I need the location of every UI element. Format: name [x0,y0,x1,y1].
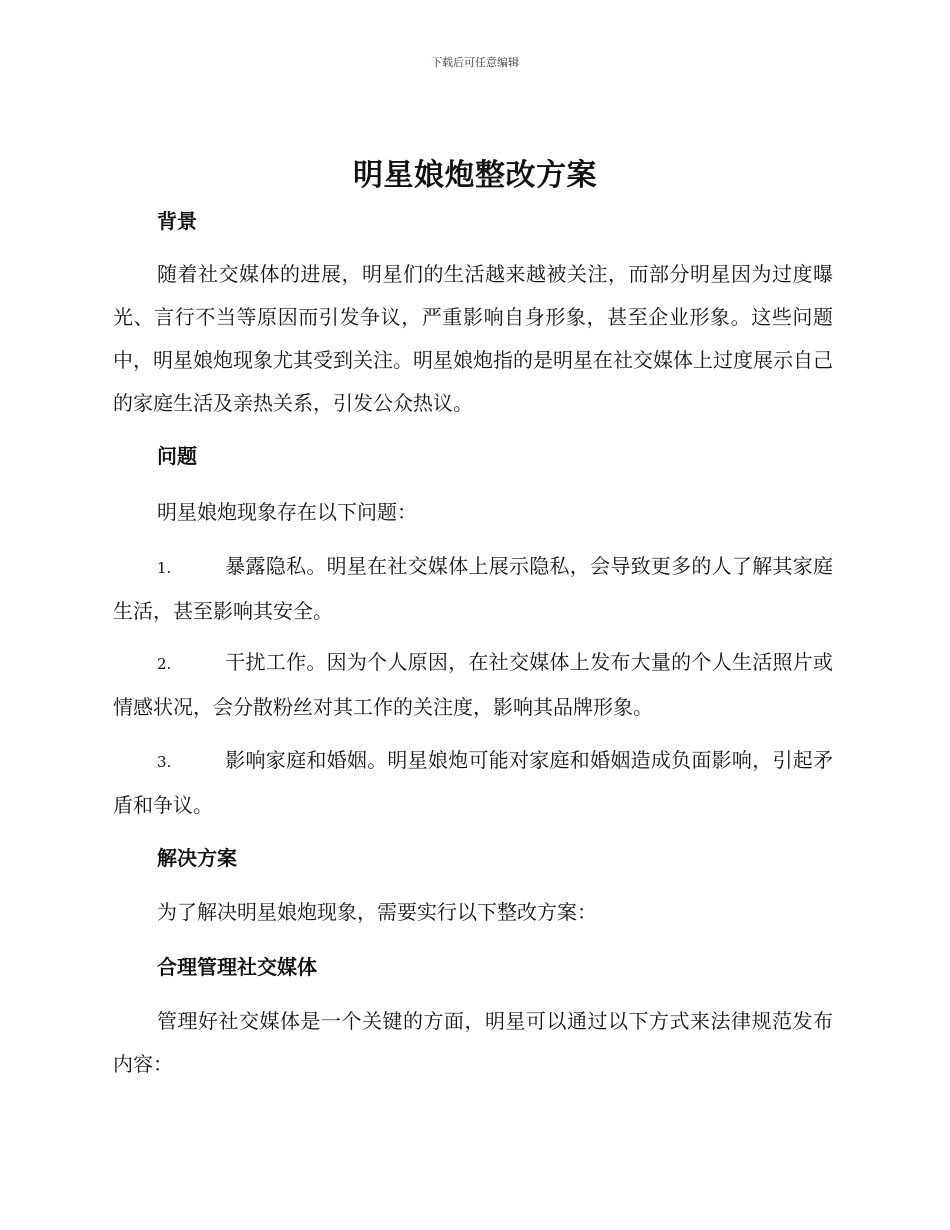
header-note: 下载后可任意编辑 [431,56,519,69]
list-item [113,545,833,633]
list-text: 干扰工作。因为个人原因，在社交媒体上发布大量的个人生活照片或情感状况，会分散粉丝对其工作的关注度，影响其品牌形象。 [113,650,833,719]
list-number: 2. [157,655,172,673]
paragraph-solution-intro: 为了解决明星娘炮现象，需要实行以下整改方案： [157,900,597,924]
document-title: 明星娘炮整改方案 [353,158,597,193]
list-item [113,641,833,729]
heading-problems: 问题 [157,444,197,468]
heading-social-media: 合理管理社交媒体 [157,955,317,979]
list-number: 3. [157,753,172,771]
paragraph-social-media: 管理好社交媒体是一个关键的方面，明星可以通过以下方式来法律规范发布内容： [113,1009,833,1076]
heading-solution: 解决方案 [157,846,237,870]
list-item [113,739,833,827]
list-number: 1. [157,559,172,577]
paragraph-problems-intro: 明星娘炮现象存在以下问题： [157,500,417,524]
paragraph-background: 随着社交媒体的进展，明星们的生活越来越被关注，而部分明星因为过度曝光、言行不当等原因而引发争议，严重影响自身形象，甚至企业形象。这些问题中，明星娘炮现象尤其受到关注。明星娘炮指的是明星在社交媒体上过度展示自己的家庭生活及亲热关系，引发公众热议。 [113,262,833,415]
list-text: 影响家庭和婚姻。明星娘炮可能对家庭和婚姻造成负面影响，引起矛盾和争议。 [113,748,833,817]
list-text: 暴露隐私。明星在社交媒体上展示隐私，会导致更多的人了解其家庭生活，甚至影响其安全。 [113,554,833,623]
heading-background: 背景 [157,209,197,233]
